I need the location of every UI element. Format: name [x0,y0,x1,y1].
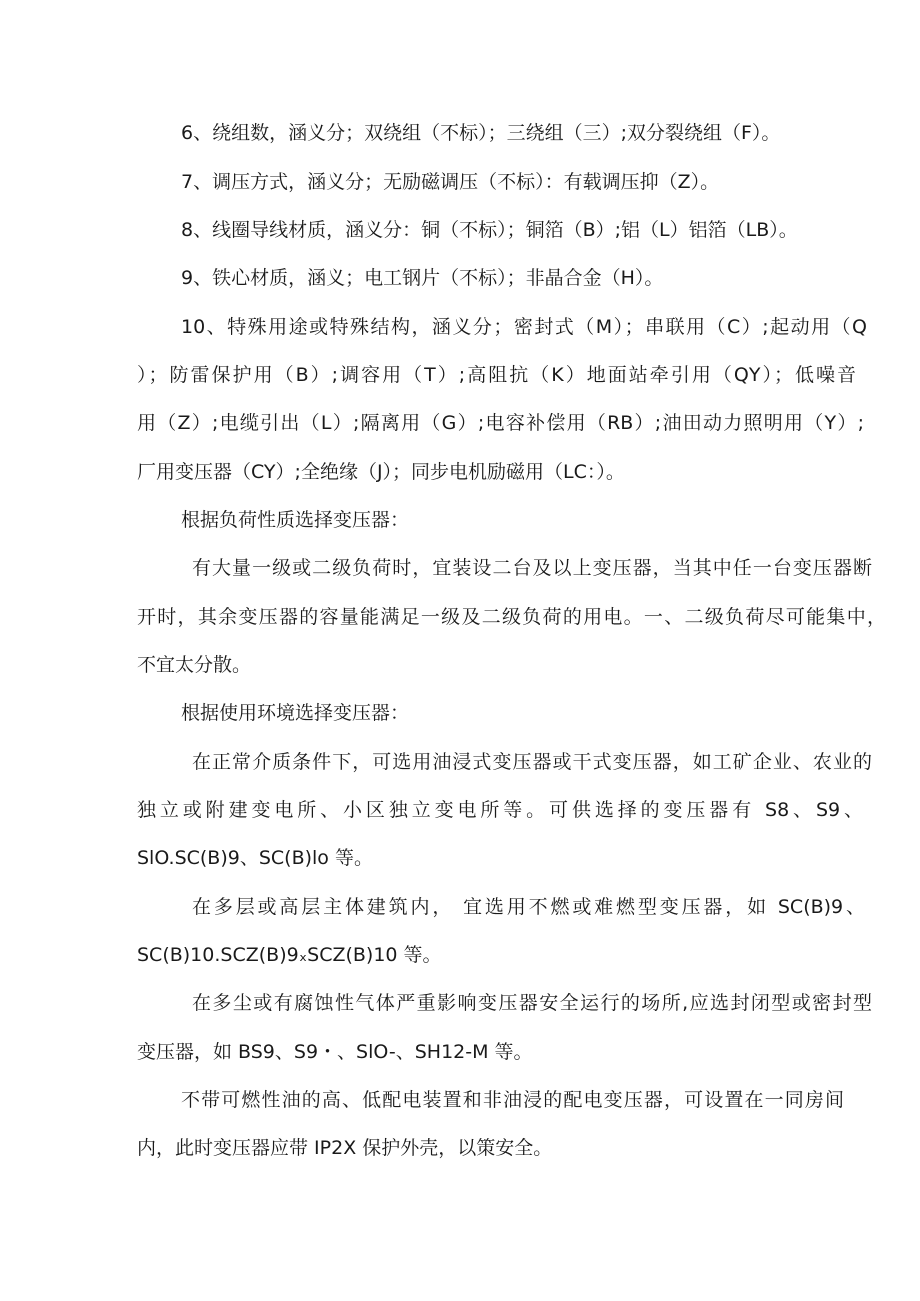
text-line: 不宜太分散。 [137,654,252,676]
text-line: 用（Z）;电缆引出（L）;隔离用（G）;电容补偿用（RB）;油田动力照明用（Y）; [137,412,864,434]
text-line: 6、绕组数，涵义分；双绕组（不标）；三绕组（三）;双分裂绕组（F）。 [181,122,781,144]
text-line: ）；防雷保护用（B）;调容用（T）;高阻抗（K）地面站牵引用（QY）；低噪音 [137,364,856,386]
text-line: 开时，其余变压器的容量能满足一级及二级负荷的用电。一、二级负荷尽可能集中， [137,606,886,628]
text-line: 变压器，如 BS9、S9・、SlO-、SH12-M 等。 [137,1041,533,1063]
text-line: 独立或附建变电所、小区独立变电所等。可供选择的变压器有 S8、S9、 [137,799,863,821]
text-line: 在多层或高层主体建筑内， 宜选用不燃或难燃型变压器，如 SC(B)9、 [192,896,865,918]
section-heading: 根据负荷性质选择变压器： [181,509,410,531]
text-line: 在多尘或有腐蚀性气体严重影响变压器安全运行的场所,应选封闭型或密封型 [192,992,872,1014]
text-line: 10、特殊用途或特殊结构，涵义分；密封式（M）；串联用（C）;起动用（Q [181,316,867,338]
text-line: 不带可燃性油的高、低配电装置和非油浸的配电变压器，可设置在一同房间 [181,1089,844,1111]
section-heading: 根据使用环境选择变压器： [181,702,410,724]
text-line: SC(B)10.SCZ(B)9ₓSCZ(B)10 等。 [137,944,442,966]
text-line: SlO.SC(B)9、SC(B)lo 等。 [137,847,373,869]
text-line: 8、线圈导线材质，涵义分：铜（不标）；铜箔（B）;铝（L）铝箔（LB）。 [181,219,798,241]
text-line: 9、铁心材质，涵义；电工钢片（不标）；非晶合金（H）。 [181,267,664,289]
text-line: 厂用变压器（CY）;全绝缘（J）；同步电机励磁用（LC：）。 [137,461,625,483]
text-line: 有大量一级或二级负荷时，宜装设二台及以上变压器，当其中任一台变压器断 [192,557,872,579]
text-line: 内，此时变压器应带 IP2X 保护外壳，以策安全。 [137,1137,553,1159]
text-line: 7、调压方式，涵义分；无励磁调压（不标）：有载调压抑（Z）。 [181,171,720,193]
text-line: 在正常介质条件下，可选用油浸式变压器或干式变压器，如工矿企业、农业的 [192,751,872,773]
